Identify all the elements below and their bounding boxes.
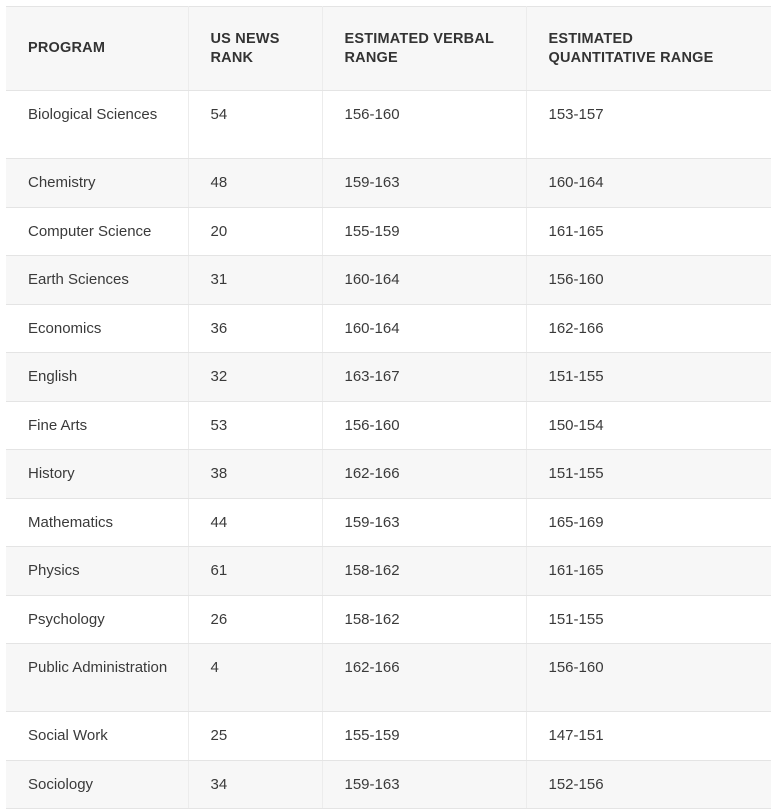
cell-verbal-range: 159-163 xyxy=(322,760,526,809)
cell-quantitative-range: 156-160 xyxy=(526,644,771,712)
cell-program: Economics xyxy=(6,304,188,353)
table-row xyxy=(6,712,771,761)
header-program xyxy=(6,7,188,91)
gre-score-table xyxy=(6,6,771,809)
cell-quantitative-range: 156-160 xyxy=(526,256,771,305)
table-body xyxy=(6,91,771,809)
header-program-label: PROGRAM xyxy=(28,40,106,56)
table-row xyxy=(6,159,771,208)
cell-program: Biological Sciences xyxy=(6,91,188,159)
cell-verbal-range: 155-159 xyxy=(322,712,526,761)
cell-quantitative-range: 161-165 xyxy=(526,207,771,256)
cell-us-news-rank: 44 xyxy=(188,498,322,547)
cell-verbal-range: 159-163 xyxy=(322,159,526,208)
table-row xyxy=(6,547,771,596)
cell-verbal-range: 163-167 xyxy=(322,353,526,402)
cell-us-news-rank: 25 xyxy=(188,712,322,761)
cell-quantitative-range: 152-156 xyxy=(526,760,771,809)
header-rank-line2: RANK xyxy=(210,49,254,66)
table-row xyxy=(6,207,771,256)
cell-verbal-range: 159-163 xyxy=(322,498,526,547)
cell-quantitative-range: 151-155 xyxy=(526,353,771,402)
cell-verbal-range: 156-160 xyxy=(322,401,526,450)
cell-us-news-rank: 38 xyxy=(188,450,322,499)
table-header xyxy=(6,7,771,91)
cell-quantitative-range: 160-164 xyxy=(526,159,771,208)
cell-us-news-rank: 4 xyxy=(188,644,322,712)
table-row xyxy=(6,498,771,547)
cell-quantitative-range: 151-155 xyxy=(526,595,771,644)
header-quant-line2: QUANTITATIVE RANGE xyxy=(548,49,714,66)
cell-verbal-range: 158-162 xyxy=(322,595,526,644)
cell-us-news-rank: 53 xyxy=(188,401,322,450)
header-quant-line1: ESTIMATED xyxy=(548,30,634,47)
cell-quantitative-range: 147-151 xyxy=(526,712,771,761)
cell-program: English xyxy=(6,353,188,402)
header-rank-line1: US NEWS xyxy=(210,30,280,47)
cell-quantitative-range: 150-154 xyxy=(526,401,771,450)
cell-program: Social Work xyxy=(6,712,188,761)
gre-score-table-container xyxy=(6,6,771,809)
cell-program: Psychology xyxy=(6,595,188,644)
table-row xyxy=(6,450,771,499)
cell-program: Mathematics xyxy=(6,498,188,547)
cell-program: Earth Sciences xyxy=(6,256,188,305)
header-estimated-verbal-range xyxy=(322,7,526,91)
cell-verbal-range: 160-164 xyxy=(322,304,526,353)
cell-us-news-rank: 36 xyxy=(188,304,322,353)
cell-us-news-rank: 61 xyxy=(188,547,322,596)
table-row xyxy=(6,353,771,402)
cell-quantitative-range: 151-155 xyxy=(526,450,771,499)
table-row xyxy=(6,256,771,305)
table-row xyxy=(6,644,771,712)
cell-us-news-rank: 26 xyxy=(188,595,322,644)
cell-us-news-rank: 48 xyxy=(188,159,322,208)
cell-program: Fine Arts xyxy=(6,401,188,450)
cell-verbal-range: 162-166 xyxy=(322,450,526,499)
cell-verbal-range: 160-164 xyxy=(322,256,526,305)
cell-program: Computer Science xyxy=(6,207,188,256)
cell-program: Chemistry xyxy=(6,159,188,208)
cell-us-news-rank: 32 xyxy=(188,353,322,402)
cell-verbal-range: 162-166 xyxy=(322,644,526,712)
table-row xyxy=(6,401,771,450)
cell-program: History xyxy=(6,450,188,499)
cell-program: Public Administration xyxy=(6,644,188,712)
cell-quantitative-range: 161-165 xyxy=(526,547,771,596)
cell-program: Physics xyxy=(6,547,188,596)
cell-us-news-rank: 31 xyxy=(188,256,322,305)
header-verbal-line2: RANGE xyxy=(344,49,398,66)
cell-verbal-range: 156-160 xyxy=(322,91,526,159)
table-row xyxy=(6,304,771,353)
header-row xyxy=(6,7,771,91)
cell-us-news-rank: 54 xyxy=(188,91,322,159)
header-verbal-line1: ESTIMATED VERBAL xyxy=(344,30,495,47)
table-row xyxy=(6,595,771,644)
cell-program: Sociology xyxy=(6,760,188,809)
header-us-news-rank xyxy=(188,7,322,91)
cell-verbal-range: 155-159 xyxy=(322,207,526,256)
table-row xyxy=(6,760,771,809)
table-row xyxy=(6,91,771,159)
header-estimated-quantitative-range xyxy=(526,7,771,91)
cell-us-news-rank: 20 xyxy=(188,207,322,256)
cell-quantitative-range: 162-166 xyxy=(526,304,771,353)
cell-quantitative-range: 165-169 xyxy=(526,498,771,547)
cell-us-news-rank: 34 xyxy=(188,760,322,809)
cell-verbal-range: 158-162 xyxy=(322,547,526,596)
cell-quantitative-range: 153-157 xyxy=(526,91,771,159)
